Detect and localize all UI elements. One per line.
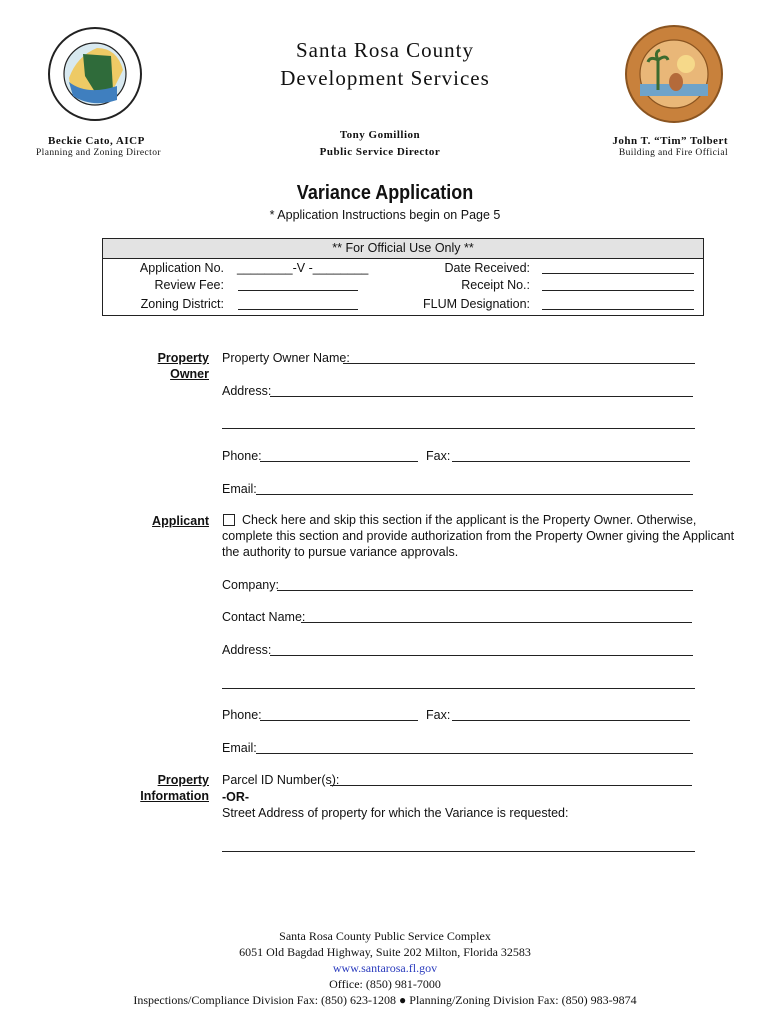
staff-center-name: Tony Gomillion xyxy=(339,129,421,141)
staff-left-name: Beckie Cato, AICP xyxy=(48,135,145,147)
application-no-label: Application No. xyxy=(139,261,224,275)
applicant-phone-field[interactable] xyxy=(260,720,418,721)
applicant-phone-label: Phone: xyxy=(222,708,262,722)
applicant-address-label: Address: xyxy=(222,643,272,657)
applicant-fax-label: Fax: xyxy=(426,708,451,722)
street-address-label: Street Address of property for which the Variance is requested: xyxy=(222,806,569,820)
staff-right-name: John T. “Tim” Tolbert xyxy=(612,135,728,147)
parcel-id-field[interactable] xyxy=(330,785,692,786)
applicant-address-field-2[interactable] xyxy=(222,688,695,689)
footer-fax-line: Inspections/Compliance Division Fax: (850) 623-1208 ● Planning/Zoning Division Fax: (850) 983-9874 xyxy=(133,993,637,1007)
owner-fax-label: Fax: xyxy=(426,449,451,463)
footer-complex: Santa Rosa County Public Service Complex xyxy=(279,929,491,943)
applicant-company-field[interactable] xyxy=(277,590,693,591)
receipt-no-field[interactable] xyxy=(542,290,694,291)
owner-email-label: Email: xyxy=(222,482,257,496)
staff-center-role: Public Service Director xyxy=(319,146,441,158)
footer-office-phone: Office: (850) 981-7000 xyxy=(329,977,441,991)
owner-address-label: Address: xyxy=(222,384,272,398)
applicant-check-text-3: the authority to pursue variance approvals. xyxy=(222,545,459,559)
flum-label: FLUM Designation: xyxy=(423,297,530,311)
owner-address-field[interactable] xyxy=(270,396,693,397)
applicant-email-label: Email: xyxy=(222,741,257,755)
zoning-district-field[interactable] xyxy=(238,309,358,310)
owner-name-field[interactable] xyxy=(343,363,695,364)
owner-address-field-2[interactable] xyxy=(222,428,695,429)
application-no-field[interactable]: ________-V -________ xyxy=(237,261,369,275)
or-label: -OR- xyxy=(222,790,250,804)
applicant-contact-label: Contact Name: xyxy=(222,610,306,624)
flum-field[interactable] xyxy=(542,309,694,310)
owner-phone-label: Phone: xyxy=(222,449,262,463)
zoning-district-label: Zoning District: xyxy=(140,297,224,311)
owner-fax-field[interactable] xyxy=(452,461,690,462)
applicant-company-label: Company: xyxy=(222,578,279,592)
applicant-address-field[interactable] xyxy=(270,655,693,656)
section-property-information: Property Information xyxy=(140,773,209,803)
header-title-line2: Development Services xyxy=(280,66,490,90)
applicant-check-text-1: Check here and skip this section if the applicant is the Property Owner. Otherwise, xyxy=(242,513,697,527)
applicant-contact-field[interactable] xyxy=(301,622,692,623)
receipt-no-label: Receipt No.: xyxy=(461,278,530,292)
parcel-id-label: Parcel ID Number(s): xyxy=(222,773,340,787)
footer-address: 6051 Old Bagdad Highway, Suite 202 Milton, Florida 32583 xyxy=(239,945,531,959)
footer-website-link[interactable]: www.santarosa.fl.gov xyxy=(332,961,438,975)
owner-email-field[interactable] xyxy=(256,494,693,495)
review-fee-label: Review Fee: xyxy=(154,278,224,292)
applicant-fax-field[interactable] xyxy=(452,720,690,721)
owner-name-label: Property Owner Name: xyxy=(222,351,350,365)
street-address-field[interactable] xyxy=(222,851,695,852)
owner-phone-field[interactable] xyxy=(260,461,418,462)
review-fee-field[interactable] xyxy=(238,290,358,291)
staff-left-role: Planning and Zoning Director xyxy=(36,148,161,158)
section-property-owner: Property Owner xyxy=(157,351,209,381)
header-title-line1: Santa Rosa County xyxy=(296,38,474,62)
form-note: * Application Instructions begin on Page 5 xyxy=(269,208,501,222)
applicant-check-text-2: complete this section and provide authorization from the Property Owner giving the Applicant xyxy=(222,529,735,543)
staff-right-role: Building and Fire Official xyxy=(618,148,728,158)
applicant-email-field[interactable] xyxy=(256,753,693,754)
form-title: Variance Application xyxy=(296,182,474,204)
official-use-heading: ** For Official Use Only ** xyxy=(103,239,703,259)
section-applicant: Applicant xyxy=(152,514,209,528)
date-received-label: Date Received: xyxy=(444,261,530,275)
date-received-field[interactable] xyxy=(542,273,694,274)
applicant-same-as-owner-checkbox[interactable] xyxy=(223,514,235,526)
